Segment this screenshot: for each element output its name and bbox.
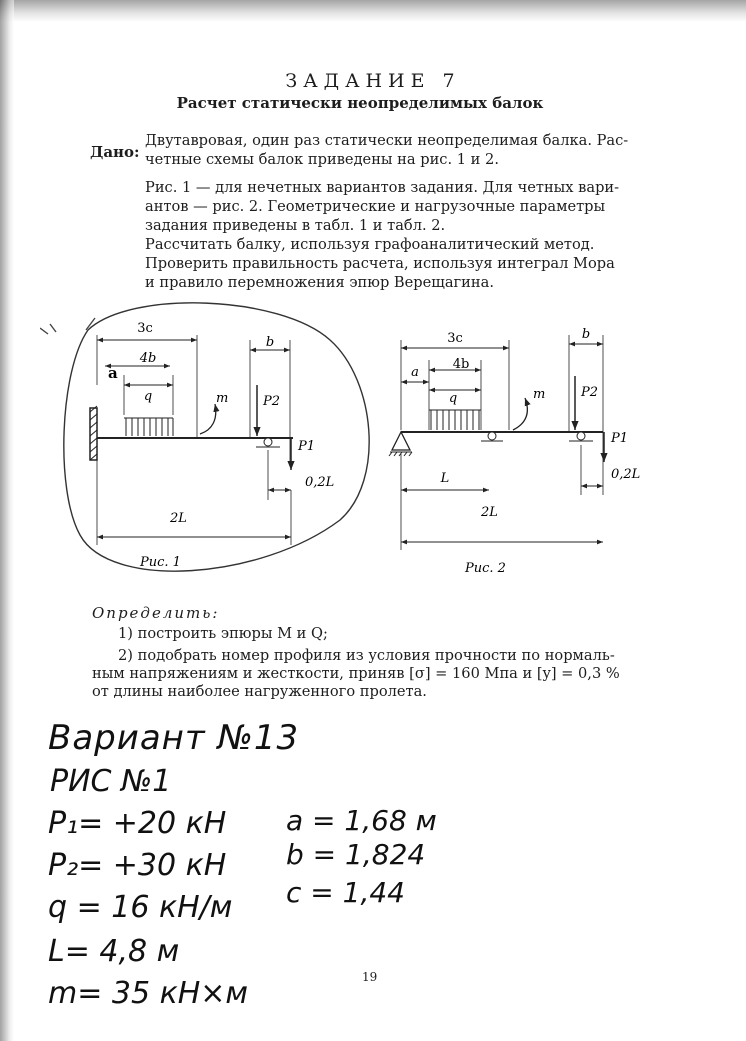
determine-label: Определить: — [92, 604, 220, 622]
dim-q-label: q — [143, 389, 153, 404]
dim-3c-label: 3c — [447, 331, 463, 346]
label-p1: P1 — [611, 431, 629, 446]
dim-02L-label: 0,2L — [305, 475, 335, 490]
handwritten-m: m= 35 кН×м — [48, 976, 249, 1011]
given-line: и правило перемножения эпюр Верещагина. — [145, 274, 494, 291]
task-subtitle: Расчет статически неопределимых балок — [176, 94, 544, 112]
given-label: Дано: — [90, 143, 140, 161]
roller-support — [577, 432, 585, 440]
dim-b-label: b — [265, 335, 275, 350]
given-line: Рис. 1 — для нечетных вариантов задания. Для четных вари- — [145, 179, 620, 196]
handwritten-b: b = 1,824 — [286, 838, 426, 871]
handwritten-l: L= 4,8 м — [48, 934, 180, 969]
label-p2: P2 — [263, 394, 281, 409]
moment-arrow — [513, 398, 527, 430]
handwritten-variant: Вариант №13 — [48, 718, 300, 758]
task-title: ЗАДАНИЕ 7 — [285, 70, 461, 92]
given-line: Рассчитать балку, используя графоаналитический метод. — [145, 236, 595, 253]
given-line: задания приведены в табл. 1 и табл. 2. — [145, 217, 446, 234]
dim-3c-label: 3c — [137, 321, 153, 336]
dim-4b-label: 4b — [452, 357, 470, 372]
dim-2L-label: 2L — [481, 505, 498, 520]
label-p1: P1 — [298, 439, 316, 454]
handwritten-a: a = 1,68 м — [286, 804, 437, 837]
dim-4b-label: 4b — [139, 351, 157, 366]
figure-1-diagram — [40, 290, 380, 590]
given-line: Двутавровая, один раз статически неопределимая балка. Рас- — [145, 132, 629, 149]
distributed-load-q — [429, 410, 481, 430]
roller-support — [488, 432, 496, 440]
distributed-load-q — [124, 418, 173, 436]
handwritten-c: c = 1,44 — [286, 876, 405, 909]
page-number: 19 — [362, 970, 378, 984]
pin-support — [392, 432, 410, 450]
determine-item-2: ным напряжениям и жесткости, приняв [σ] = 160 Мпа и [y] = 0,3 % — [92, 665, 620, 682]
dim-2L-label: 2L — [170, 511, 187, 526]
given-line: четные схемы балок приведены на рис. 1 и 2. — [145, 151, 499, 168]
handwritten-p2: P₂= +30 кН — [48, 848, 227, 883]
moment-arrow — [200, 404, 216, 434]
label-m: m — [216, 391, 229, 406]
dim-a-label: a — [411, 365, 419, 380]
dim-L-label: L — [440, 471, 450, 486]
label-m: m — [533, 387, 546, 402]
handwritten-figure: РИС №1 — [50, 764, 172, 799]
figure-2-diagram — [385, 320, 645, 585]
dim-b-label: b — [581, 327, 591, 342]
label-p2: P2 — [581, 385, 599, 400]
figure-2-caption: Рис. 2 — [465, 561, 506, 576]
wall-support — [90, 408, 97, 460]
given-line: Проверить правильность расчета, используя интеграл Мора — [145, 255, 615, 272]
handwritten-q: q = 16 кН/м — [48, 890, 233, 925]
figure-1-caption: Рис. 1 — [140, 555, 181, 570]
handwritten-p1: P₁= +20 кН — [48, 806, 227, 841]
determine-item-2: от длины наиболее нагруженного пролета. — [92, 683, 427, 700]
roller-support — [264, 438, 272, 446]
determine-item-2: 2) подобрать номер профиля из условия прочности по нормаль- — [118, 647, 615, 664]
label-a: a — [108, 364, 118, 382]
given-line: антов — рис. 2. Геометрические и нагрузочные параметры — [145, 198, 606, 215]
scan-top-edge — [0, 0, 746, 22]
determine-item-1: 1) построить эпюры M и Q; — [118, 625, 328, 642]
dim-q-label: q — [448, 391, 458, 406]
scan-left-edge — [0, 0, 14, 1041]
pin-ground — [389, 452, 412, 456]
dim-02L-label: 0,2L — [611, 467, 641, 482]
